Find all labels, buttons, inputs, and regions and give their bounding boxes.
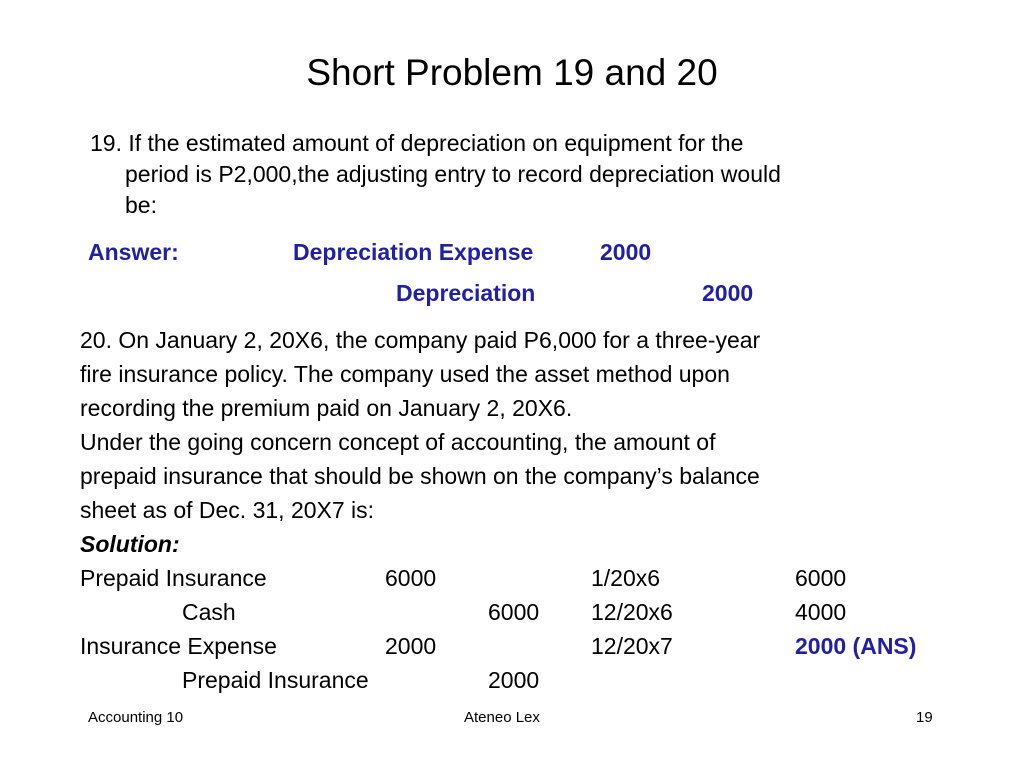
solution-account: Prepaid Insurance (80, 565, 267, 591)
solution-credit: 6000 (488, 599, 540, 625)
solution-credit: 2000 (488, 667, 540, 693)
problem-20-text (80, 323, 960, 561)
solution-debit: 6000 (385, 565, 437, 591)
solution-account: Insurance Expense (80, 633, 277, 659)
solution-account: Prepaid Insurance (182, 667, 369, 693)
problem-19-line: 19. If the estimated amount of depreciation on equipment for the (90, 130, 744, 156)
problem-19-line: be: (125, 192, 157, 218)
entry-credit-account: Depreciation (396, 280, 536, 306)
solution-answer: 2000 (ANS) (795, 633, 917, 659)
answer-label: Answer: (88, 239, 179, 265)
entry-debit-account: Depreciation Expense (293, 239, 534, 265)
problem-20-line: sheet as of Dec. 31, 20X7 is: (80, 497, 375, 523)
problem-20-line: prepaid insurance that should be shown on the company’s balance (80, 463, 760, 489)
solution-account: Cash (182, 599, 236, 625)
solution-label: Solution: (80, 531, 180, 557)
entry-credit-amount: 2000 (702, 280, 754, 306)
solution-date: 1/20x6 (591, 565, 661, 591)
slide-title: Short Problem 19 and 20 (306, 52, 718, 93)
problem-19-line: period is P2,000,the adjusting entry to record depreciation would (125, 161, 781, 187)
problem-20-line: 20. On January 2, 20X6, the company paid P6,000 for a three-year (80, 327, 761, 353)
footer-course: Accounting 10 (88, 709, 184, 726)
solution-date: 12/20x6 (591, 599, 673, 625)
solution-date: 12/20x7 (591, 633, 673, 659)
footer-page-number: 19 (916, 709, 933, 726)
solution-debit: 2000 (385, 633, 437, 659)
problem-20-line: fire insurance policy. The company used the asset method upon (80, 361, 730, 387)
problem-19-text (90, 128, 950, 221)
solution-balance: 6000 (795, 565, 847, 591)
problem-20-line: Under the going concern concept of accounting, the amount of (80, 429, 716, 455)
solution-balance: 4000 (795, 599, 847, 625)
entry-debit-amount: 2000 (600, 239, 652, 265)
footer-school: Ateneo Lex (464, 709, 540, 726)
problem-20-line: recording the premium paid on January 2, 20X6. (80, 395, 573, 421)
